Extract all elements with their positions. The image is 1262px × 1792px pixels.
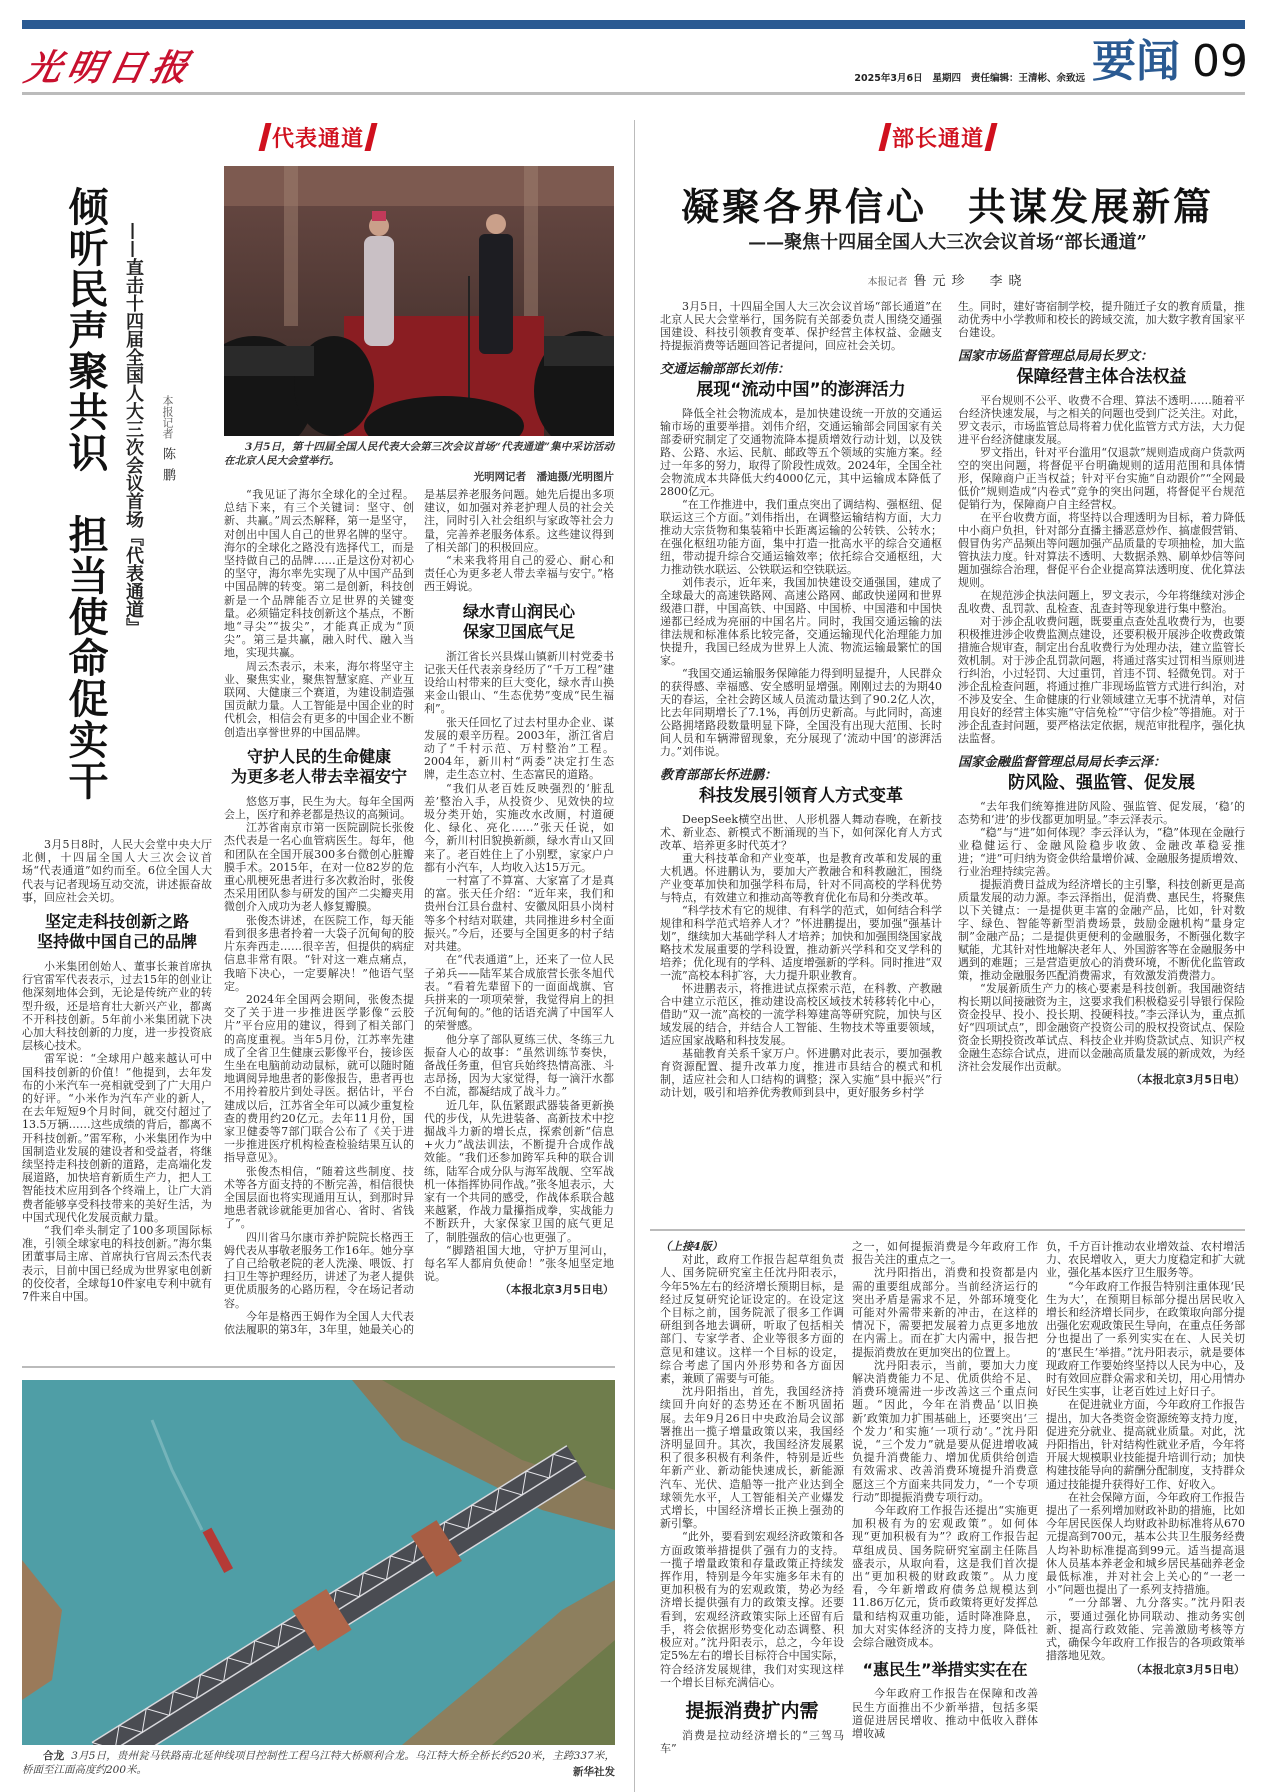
paragraph: 对于涉企乱收费问题，既要重点查处乱收费行为，也要积极推进涉企收费监测点建设，还要积极开展涉企收费政策措施合规审查，制定出台乱收费行为处理办法，建立监管长效机制。对于涉企乱罚款问题，将通过落实过罚相当原则进行纠治，小过轻罚、大过重罚，首违不罚、轻微免罚。对于涉企乱检查问题，将通过推广非现场监管方式进行纠治，对不涉及安全、生命健康的行业领域建立无事不扰清单，对信用良好的经营主体实施“守信免检”“守信少检”等措施。对于涉企乱查封问题，要严格法定依据，规范审批程序，强化执法监督。 [958,615,1245,745]
paragraph: 负，千方百计推动农业增效益、农村增活力、农民增收入，更大力度稳定和扩大就业，强化基本医疗卫生服务等。 [1046,1240,1245,1280]
news-photo-representatives [224,166,614,436]
paragraph: 江苏省南京市第一医院副院长张俊杰代表是一名心血管病医生。每年，他和团队在全国开展300多台微创心脏瓣膜手术。2015年，在对一位82岁的危重心肌梗死患者进行多次救治时，张俊杰采用团队参与研发的国产二尖瓣夹用微创介入成功为老人修复瓣膜。 [224,821,414,914]
paragraph: 在促进就业方面，今年政府工作报告提出，加大各类资金资源统筹支持力度，促进充分就业、提高就业质量。对此，沈丹阳指出，针对结构性就业矛盾，今年将开展大规模职业技能提升培训行动；加快构建技能导向的薪酬分配制度，支持群众通过技能提升获得好工作、好收入。 [1046,1398,1245,1491]
article-lead: 3月5日8时，人民大会堂中央大厅北侧，十四届全国人大三次会议首场“代表通道”如约而至。6位全国人大代表与记者现场互动交流，讲述振奋故事，回应社会关切。 [22,838,212,904]
article-lead: 3月5日，十四届全国人大三次会议首场“部长通道”在北京人民大会堂举行，国务院有关部委负责人围绕交通强国建设、科技引领教育变革、保护经营主体权益、金融支持提振消费等话题回答记者提问，回应社会关切。 [660,300,942,352]
paragraph: “我们牵头制定了100多项国际标准，引领全球家电的科技创新。”海尔集团董事局主席、首席执行官周云杰代表表示，目前中国已经成为世界家电创新的佼佼者，全球每10件家电专利中就有7件来自中国。 [22,1224,212,1304]
paragraph: 生。同时，建好寄宿制学校，提升随迁子女的教育质量，推动优秀中小学教师和校长的跨域交流，加大数字教育国家平台建设。 [958,300,1245,339]
paragraph: 刘伟表示，近年来，我国加快建设交通强国，建成了全球最大的高速铁路网、高速公路网、邮政快递网和世界级港口群，中国高铁、中国路、中国桥、中国港和中国快递都已经成为亮丽的中国名片。同时，我国交通运输的法律法规和标准体系比较完备，交通运输现代化治理能力加快提升，我国已经成为世界上人流、物流运输最繁忙的国家。 [660,576,942,667]
speaker-kicker: 交通运输部部长刘伟： [660,362,791,377]
page-number: 09 [1192,36,1248,87]
subheading-tech-innovation: 坚定走科技创新之路 坚持做中国自己的品牌 [36,912,197,952]
photo-scene [224,166,614,436]
article-column-g [1046,1240,1245,1790]
paragraph: “今年政府工作报告特别注重体现‘民生为大’，在预期目标部分提出居民收入增长和经济增长同步，在政策取向部分提出强化宏观政策民生导向，在重点任务部分也提出了一系列实实在在、人民关切的‘惠民生’举措。”沈丹阳表示，就是要体现政府工作要始终坚持以人民为中心，及时有效回应群众需求和关切，用心用情办好民生实事，让老百姓过上好日子。 [1046,1279,1245,1399]
article-column-f [852,1240,1038,1790]
paragraph: “我们从老百姓反映强烈的‘脏乱差’整治入手，从投资少、见效快的垃圾分类开始，实施改水改厕，村道硬化、绿化、亮化……”张天任说，如今，新川村旧貌换新颜，绿水青山又回来了。老百姓住上了小别墅，家家户户都有小汽车，人均收入达15万元。 [424,781,614,874]
speaker-kicker: 国家市场监督管理总局局长罗文： [958,349,1154,364]
photo-bridge-scene [22,1380,615,1745]
subheading-market: 保障经营主体合法权益 [1016,367,1187,387]
paragraph: 提振消费日益成为经济增长的主引擎，科技创新更是高质量发展的动力源。李云泽指出，促消费、惠民生，将聚焦以下关键点：一是提供更丰富的金融产品，比如，针对数字、绿色、智能等新型消费场景，鼓励金融机构“量身定制”金融产品；二是提供更便利的金融服务，不断强化数字赋能，尤其针对性地解决老年人、外国游客等在金融服务中遇到的难题；三是营造更放心的消费环境，不断优化监管政策，推动金融服务匹配消费需求，有效激发消费潜力。 [958,878,1245,982]
paragraph: 在社会保障方面，今年政府工作报告提出了一系列增加财政补助的措施，比如今年居民医保人均财政补助标准将从670元提高到700元，基本公共卫生服务经费人均补助标准提高到99元。适当提高退休人员基本养老金和城乡居民基础养老金最低标准，并对社会上关心的“一老一小”问题也提出了一系列支持措施。 [1046,1490,1245,1597]
subheading-green: 绿水青山润民心 保家卫国底气足 [462,601,575,641]
article-subheadline: ——直击十四届全国人大三次会议首场『代表通道』 [123,222,144,636]
paragraph: “科学技术有它的规律、有科学的范式，如何结合科学规律和科学范式培养人才？”怀进鹏提出，要加强“强基计划”，继续加大基础学科人才培养；加快和加强围绕国家战略技术发展重要的学科设置，推动新兴学科和交叉学科的培养；优化现有的学科、适度增强新的学科。同时推进“双一流”高校本科扩容，大力提升职业教育。 [660,904,942,982]
paragraph: 之一，如何提振消费是今年政府工作报告关注的重点之一。 [852,1240,1038,1267]
paragraph: “去年我们统筹推进防风险、强监管、促发展，‘稳’的态势和‘进’的步伐都更加明显。”李云泽表示。 [958,800,1245,826]
article-column-e [660,1240,844,1790]
paragraph: 今年政府工作报告还提出“实施更加积极有为的宏观政策”。如何体现“更加积极有为”？政府工作报告起草组成员、国务院研究室副主任陈昌盛表示，从取向看，这是我们首次提出“更加积极的财政政策”。从力度看，今年新增政府债务总规模达到11.86万亿元，货币政策将更好发挥总量和结构双重功能，适时降准降息，加大对实体经济的支持力度，降低社会综合融资成本。 [852,1504,1038,1650]
issue-date: 2025年3月6日 [854,73,923,84]
horizontal-rule [22,1366,615,1368]
paragraph: 对此，政府工作报告起草组负责人、国务院研究室主任沈丹阳表示，今年5%左右的经济增长预期目标，是经过反复研究论证设定的。在设定这个目标之前，国务院派了很多工作调研组到各地去调研，听取了包括相关部门、专家学者、企业等很多方面的意见和建议。这样一个目标的设定，综合考虑了国内外形势和各方面因素，兼顾了需要与可能。 [660,1253,844,1386]
paragraph: 浙江省长兴县煤山镇新川村党委书记张天任代表亲身经历了“千万工程”建设给山村带来的巨大变化，绿水青山换来金山银山、“生态优势”变成“民生福利”。 [424,649,614,716]
caption-title: 合龙 [43,1750,65,1762]
section-divider [634,120,635,1792]
masthead-divider [22,92,1245,95]
subheading-livelihood: “惠民生”举措实实在在 [862,1660,1028,1680]
subheading-health: 守护人民的生命健康 为更多老人带去幸福安宁 [230,746,407,786]
paragraph: “我国交通运输服务保障能力得到明显提升，人民群众的获得感、幸福感、安全感明显增强。刚刚过去的为期40天的春运，全社会跨区域人员流动量达到了90.2亿人次，比去年同期增长了7.1%，再创历史新高。与此同时，高速公路拥堵路段数量明显下降，全国没有出现大范围、长时间人员和车辆滞留现象，充分展现了‘流动中国’的澎湃活力。”刘伟说。 [660,667,942,758]
paragraph: 重大科技革命和产业变革，也是教育改革和发展的重大机遇。怀进鹏认为，要加大产教融合和科教融汇，围绕产业变革加快和加强学科布局，针对不同高校的学科优势与特点，有效建立和推动高等教育优化布局和分类改革。 [660,852,942,904]
speaker-kicker: 国家金融监督管理总局局长李云泽： [958,755,1167,770]
article-headline: 凝聚各界信心 共谋发展新篇 [680,185,1214,229]
article-column-d [958,300,1245,1222]
top-color-bar [22,20,1245,29]
article-column-2 [224,488,414,1360]
paragraph: 悠悠万事，民生为大。每年全国两会上，医疗和养老都是热议的高频词。 [224,794,414,822]
photo-credit: 光明网记者 潘迪摄/光明图片 [468,470,614,484]
article-column-c [660,300,942,1222]
paragraph: 沈丹阳表示，当前，要加大力度解决消费能力不足、优质供给不足、消费环境需进一步改善这三个重点问题。“因此，今年在消费品‘以旧换新’政策加力扩围基础上，还要突出‘三个发力’和实施‘一项行动’。”沈丹阳说，“三个发力”就是要从促进增收减负提升消费能力、增加优质供给创造有效需求、改善消费环境提升消费意愿这三个方面来共同发力，“一个专项行动”即提振消费专项行动。 [852,1358,1038,1504]
newspaper-logo: 光明日报 [21,47,198,89]
paragraph: 2024年全国两会期间，张俊杰提交了关于进一步推进医学影像“云胶片”平台应用的建议，得到了相关部门的高度重视。当年5月份，江苏率先建成了全省卫生健康云影像平台，接诊医生坐在电脑前动动鼠标，就可以随时随地调阅异地患者的影像报告，患者再也不用拎着胶片到处寻医。据估计，平台建成以后，江苏省全年可以减少重复检查的费用约20亿元。去年11月份，国家卫健委等7部门联合公布了《关于进一步推进医疗机构检查检验结果互认的指导意见》。 [224,992,414,1165]
section-name: 要闻 [1092,36,1180,87]
paragraph: 怀进鹏表示，将推进试点探索示范，在科教、产教融合中建立示范区，推动建设高校区域技术转移转化中心，借助“双一流”高校的一流学科筹建高等研究院，加快与区域发展的结合，并结合人工智能、生物技术等重要领域，适应国家战略和科技发展。 [660,982,942,1047]
paragraph: 他分享了部队夏练三伏、冬练三九振奋人心的故事：“虽然训练节奏快，备战任务重，但官兵始终热情高涨、斗志昂扬，因为大家觉得，每一滴汗水都不白流，都凝结成了战斗力。” [424,1032,614,1099]
subheading-finance: 防风险、强监管、促发展 [1008,773,1195,793]
paragraph: 今年政府工作报告在保障和改善民生方面推出不少新举措，包括多渠道促进居民增收、推动中低收入群体增收减 [852,1687,1038,1740]
paragraph: DeepSeek横空出世、人形机器人舞动春晚，在新技术、新业态、新模式不断涌现的当下，如何深化育人方式改革、培养更多时代英才？ [660,813,942,852]
paragraph: 张天任回忆了过去村里办企业、谋发展的艰辛历程。2003年，浙江省启动了“千村示范、万村整治”工程。2004年，新川村“两委”决定打生态牌，走生态立村、生态富民的道路。 [424,715,614,782]
paragraph: 在平台收费方面，将坚持以合理透明为目标，着力降低中小商户负担，针对部分直播主播恶意炒作、搞虚假营销、假冒伪劣产品频出等问题加强产品质量的专项抽检，加大监管执法力度。针对算法不透明、大数据杀熟、刷单炒信等问题加强综合治理，督促平台企业提高算法透明度、优化算法规则。 [958,511,1245,589]
paragraph: 基础教育关系千家万户。怀进鹏对此表示，要加强教育资源配置、提升改革力度，推进市县结合的模式和机制，适应社会和人口结构的调整；深入实施“县中振兴”行动计划，吸引和培养优秀教师到县中，更好服务乡村学 [660,1047,942,1099]
paragraph: 一村富了不算富、大家富了才是真的富。张天任介绍：“近年来，我们和贵州台江县台盘村、安徽凤阳县小岗村等多个村结对联建，共同推进乡村全面振兴。”今后，还要与全国更多的村子结对共建。 [424,874,614,954]
paragraph: 四川省马尔康市养护院院长格西王姆代表从事敬老服务工作16年。她分享了自己给敬老院的老人洗澡、喂饭、打扫卫生等护理经历，讲述了为老人提供更优质服务的心路历程，令在场记者动容。 [224,1230,414,1310]
paragraph: 周云杰表示，未来，海尔将坚守主业、聚焦实业，聚焦智慧家庭、产业互联网、大健康三个赛道，为建设制造强国贡献力量。人工智能是中国企业的时代机会，相信会有更多的中国企业不断创造出享誉世界的中国品牌。 [224,659,414,739]
article-column-3 [424,488,614,1360]
paragraph: 张俊杰讲述，在医院工作，每天能看到很多患者拎着一大袋子沉甸甸的胶片东奔西走……很辛苦，但提供的病症信息非常有限。“针对这一难点痛点，我暗下决心，一定要解决！”他语气坚定。 [224,913,414,993]
paragraph: “发展新质生产力的核心要素是科技创新。我国融资结构长期以间接融资为主，这要求我们积极稳妥引导银行保险资金投早、投小、投长期、投硬科技。”李云泽认为，重点抓好“四项试点”，即金融资产投资公司的股权投资试点、保险资金长期投资改革试点、科技企业并购贷款试点、知识产权金融生态综合试点，进而以金融高质量发展的新成效，为经济社会发展作出贡献。 [958,982,1245,1073]
dateline: （本报北京3月5日电） [499,1283,614,1297]
photo-caption: 3月5日，第十四届全国人民代表大会第三次会议首场“代表通道”集中采访活动在北京人民大会堂举行。 光明网记者 潘迪摄/光明图片 [224,441,614,483]
paragraph: 近几年，队伍紧跟武器装备更新换代的步伐，从先进装备、高新技术中挖掘战斗力新的增长点，探索创新“信息+火力”战法训法，不断提升合成作战效能。“我们还参加跨军兵种的联合训练，陆军合成分队与海军战舰、空军战机一体指挥协同作战。”张冬旭表示，大家有一个共同的感受，作战体系联合越来越紧，作战力量攥指成拳，实战能力不断跃升，大家保家卫国的底气更足了，制胜强敌的信心也更强了。 [424,1098,614,1244]
article-column-1 [22,838,212,1358]
paragraph: “在工作推进中，我们重点突出了调结构、强枢纽、促联运这三个方面。”刘伟指出，在调整运输结构方面，大力推动大宗货物和集装箱中长距离运输的公转铁、公转水；在强化枢纽功能方面，集中打造一批高水平的综合交通枢纽，带动提升综合交通运输效率；依托综合交通枢纽，大力推动铁水联运、公铁联运和空铁联运。 [660,498,942,576]
subheading-education: 科技发展引领育人方式变革 [699,786,903,806]
subheading-transport: 展现“流动中国”的澎湃活力 [696,380,906,400]
news-photo-bridge [22,1380,615,1745]
paragraph: 消费是拉动经济增长的“三驾马车” [660,1728,844,1756]
paragraph: 降低全社会物流成本，是加快建设统一开放的交通运输市场的重要举措。刘伟介绍，交通运输部会同国家有关部委研究制定了交通物流降本提质增效行动计划，以及铁路、公路、水运、民航、邮政等五个领域的实施方案。经过一年多的努力，取得了阶段性成效。2024年，全国全社会物流成本共降低大约4000亿元，其中运输成本降低了2800亿元。 [660,407,942,498]
speaker-kicker: 教育部部长怀进鹏： [660,768,778,783]
dateline: （本报北京3月5日电） [1130,1662,1245,1676]
editors: 责任编辑：王清彬、余致远 [970,73,1085,84]
bottom-photo-caption: 合龙 3月5日，贵州瓮马铁路南北延伸线项目控制性工程乌江特大桥顺利合龙。乌江特大桥全桥长约520米，主跨337米，桥面至江面高度约200米。 新华社发 [22,1750,615,1778]
paragraph: 张俊杰相信，“随着这些制度、技术等各方面支持的不断完善，相信很快全国层面也将实现通用互认，到那时异地患者就诊就能更加省心、省时、省钱了”。 [224,1164,414,1231]
paragraph: “稳”与“进”如何体现？李云泽认为，“稳”体现在金融行业稳健运行、金融风险稳步收敛、金融改革稳妥推进；“进”可归纳为资金供给量增价减、金融服务提质增效、行业治理持续完善。 [958,826,1245,878]
paragraph: 是基层养老服务问题。她先后提出多项建议，如加强对养老护理人员的社会关注，同时引入社会组织与家政等社会力量，完善养老服务体系。这些建议得到了相关部门的积极回应。 [424,488,614,554]
paragraph: 平台规则不公平、收费不合理、算法不透明……随着平台经济快速发展，与之相关的问题也受到广泛关注。对此，罗文表示，市场监管总局将着力优化监管方式方法，大力促进平台经济健康发展。 [958,394,1245,446]
paragraph: “此外，要看到宏观经济政策和各方面政策举措提供了强有力的支持。一揽子增量政策和存量政策正持续发挥作用，特别是今年实施多年未有的更加积极有为的宏观政策，势必为经济增长提供强有力的政策支撑。还要看到，宏观经济政策实际上还留有后手，将会依据形势变化动态调整、积极应对。”沈丹阳表示，总之，今年设定5%左右的增长目标符合中国实际，符合经济发展规律，我们对实现这样一个增长目标充满信心。 [660,1530,844,1689]
paragraph: 在规范涉企执法问题上，罗文表示，今年将继续对涉企乱收费、乱罚款、乱检查、乱查封等现象进行集中整治。 [958,589,1245,615]
issue-info [854,70,1085,84]
paragraph: “一分部署、九分落实。”沈丹阳表示，要通过强化协同联动、推动务实创新、提高行政效能、完善激励考核等方式，确保今年政府工作报告的各项政策举措落地见效。 [1046,1596,1245,1663]
paragraph: 沈丹阳指出，首先，我国经济持续回升向好的态势还在不断巩固拓展。去年9月26日中央政治局会议部署推出一揽子增量政策以来，我国经济明显回升。其次，我国经济发展累积了很多积极有利条件，特别是近些年新产业、新动能快速成长，新能源汽车、光伏、造船等一批产业达到全球领先水平，人工智能相关产业爆发式增长，中国经济增长正换上强劲的新引擎。 [660,1385,844,1531]
byline: 本报记者陈鹏 [160,395,175,489]
paragraph: 小米集团创始人、董事长兼首席执行官雷军代表表示，过去15年的创业让他深刻地体会到，无论是传统产业的转型升级，还是培育壮大新兴产业，都离不开科技创新。5年前小米集团就下决心加大科技创新的力度，进一步投资底层核心技术。 [22,960,212,1053]
paragraph: 在“代表通道”上，还来了一位人民子弟兵——陆军某合成旅营长张冬旭代表。“看着先辈留下的一面面战旗、官兵拼来的一项项荣誉，我觉得肩上的担子沉甸甸的。”他的话语充满了中国军人的荣誉感。 [424,953,614,1033]
paragraph: 雷军说：“全球用户越来越认可中国科技创新的价值！”他提到，去年发布的小米汽车一亮相就受到了广大用户的好评。“小米作为汽车产业的新人，在去年短短9个月时间，就交付超过了13.5万辆……这些成绩的背后，都离不开科技创新。”雷军称，小米集团作为中国制造业发展的建设者和受益者，将继续坚持走科技创新的道路，走高端化发展道路，加快培育新质生产力，把人工智能技术应用到各个终端上，让广大消费者能够享受科技带来的美好生活，为中国式现代化发展贡献力量。 [22,1052,212,1224]
article-subheadline: ——聚焦十四届全国人大三次会议首场“部长通道” [748,232,1147,253]
article-headline: 倾听民声聚共识 担当使命促实干 [62,186,108,801]
horizontal-rule [650,1229,1245,1231]
paragraph: 沈丹阳指出，消费和投资都是内需的重要组成部分。当前经济运行的突出矛盾是需求不足，外部环境变化可能对外需带来新的冲击，在这样的情况下，需要把发展着力点更多地放在内需上。而在扩大内需中，报告把提振消费放在更加突出的位置上。 [852,1266,1038,1359]
dateline: （本报北京3月5日电） [1130,1073,1245,1086]
paragraph: “未来我将用自己的爱心、耐心和责任心为更多老人带去幸福与安宁。”格西王姆说。 [424,554,614,594]
bottom-photo-credit: 新华社发 [567,1765,615,1779]
continued-from: （上接4版） [660,1240,723,1253]
subheading-consumption: 提振消费扩内需 [685,1699,819,1722]
section-tag-buzhang: 部长通道 [882,122,994,152]
paragraph: 今年是格西王姆作为全国人大代表依法履职的第3年，3年里，她最关心的 [224,1309,414,1336]
paragraph: “脚踏祖国大地，守护万里河山，每名军人都肩负使命！”张冬旭坚定地说。 [424,1243,614,1284]
paragraph: 罗文指出，针对平台滥用“仅退款”规则造成商户货款两空的突出问题，将督促平台明确规则的适用范围和具体情形，保障商户正当权益；针对平台实施“自动跟价”“全网最低价”规则造成“内卷式”竞争的突出问题，将督促平台规范促销行为，保障商户自主经营权。 [958,446,1245,511]
paragraph: “我见证了海尔全球化的全过程。总结下来，有三个关键词：坚守、创新、共赢。”周云杰解释，第一是坚守，对创出中国人自己的世界名牌的坚守。海尔的全球化之路没有选择代工，而是坚持做自己的品牌……正是这份对初心的坚守，海尔率先实现了从中国产品到中国品牌的转变。第二是创新，科技创新是一个品牌能否立足世界的关键变量。必须锚定科技创新这个基点，不断地“寻尖”“拔尖”，才能真正成为“顶尖”。第三是共赢，融入时代、融入当地，实现共赢。 [224,488,414,660]
issue-weekday: 星期四 [932,73,962,84]
section-tag-daibiao: 代表通道 [262,122,374,152]
byline: 本报记者 鲁元珍 李晓 [867,274,1028,289]
